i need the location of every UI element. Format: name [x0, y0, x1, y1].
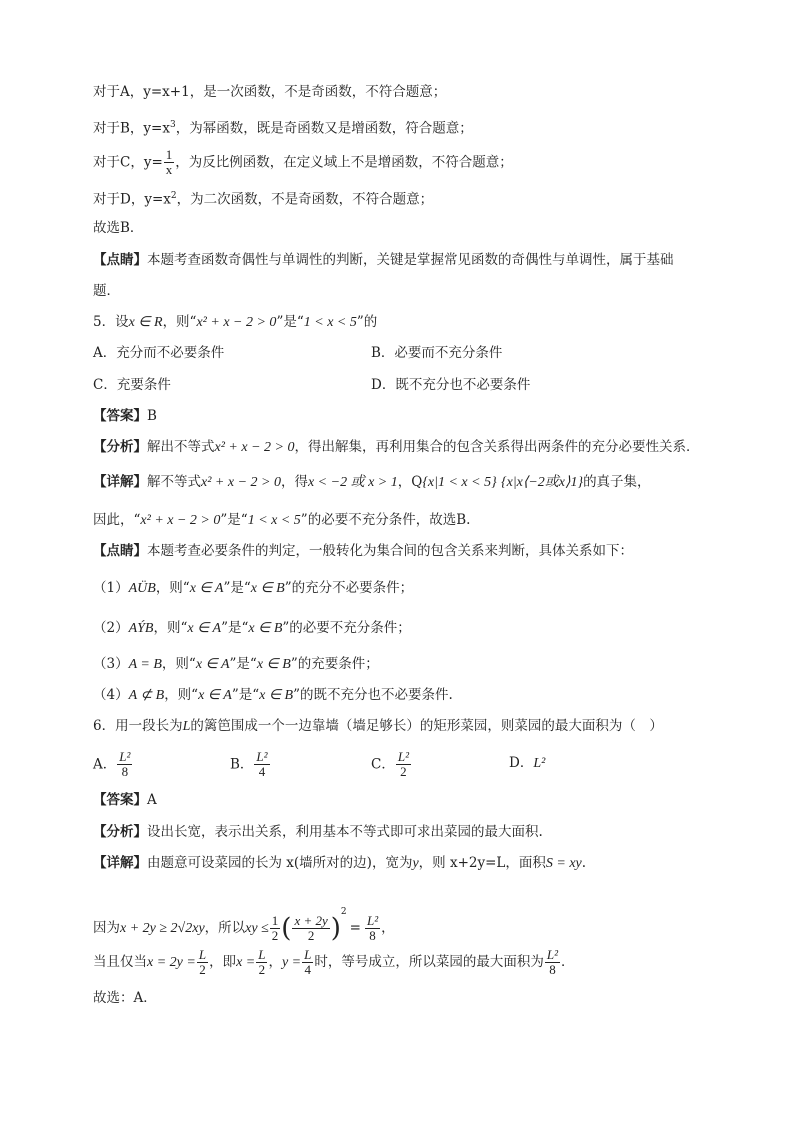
fraction: $\frac{L}{2}$: [258, 946, 266, 977]
option-label: C．: [371, 756, 395, 773]
math-expr: y =: [281, 955, 302, 970]
q5-option-b: B．必要而不充分条件: [371, 345, 503, 361]
math-range: 1 < x < 5: [303, 315, 357, 330]
fraction: $\frac{\text{L²}}{4}$: [256, 749, 268, 780]
exponent: 2: [170, 191, 177, 201]
answer-tag: 【答案】: [93, 792, 147, 808]
text: ，为反比例函数，在定义域上不是增函数，不符合题意；: [175, 154, 513, 171]
math-q: x ∈ B: [256, 657, 291, 672]
text: ”的必要不充分条件，故选B.: [300, 512, 471, 528]
exponent: 3: [169, 120, 176, 130]
option-label: A．: [93, 756, 117, 773]
q5-rule-1: [93, 578, 413, 599]
text: ”是“: [220, 512, 248, 528]
q6-option-d: [509, 753, 545, 774]
fraction-result: $\frac{\text{L²}}{8}$: [366, 912, 379, 943]
q6-because: [93, 892, 395, 949]
text: ，则“: [161, 656, 196, 672]
math-p: x ∈ A: [195, 657, 230, 672]
text: ，为二次函数，不是奇函数，不符合题意；: [176, 191, 434, 208]
q5-rule-2: [93, 618, 411, 639]
math-inequality: x² + x − 2 > 0: [201, 475, 281, 490]
text: ，所以: [204, 920, 246, 936]
q6-detail: [93, 853, 586, 874]
line-option-a-analysis: 对于A，y=x+1，是一次函数，不是奇函数，不符合题意；: [93, 84, 447, 100]
text: 的真子集，: [583, 474, 651, 490]
math-inequality: x² + x − 2 > 0: [140, 513, 221, 528]
analysis-text: 设出长宽，表示出关系，利用基本不等式即可求出菜园的最大面积.: [147, 824, 543, 840]
math-inequality: x + 2y ≥ 2√2xy: [120, 921, 205, 936]
text: ，则“: [164, 687, 199, 703]
q5-rule-4: [93, 685, 453, 706]
text: 时，等号成立，所以菜园的最大面积为: [314, 954, 544, 970]
text: 由题意可设菜园的长为 x(墙所对的边)，宽为: [147, 855, 413, 871]
text: ，则“: [162, 314, 197, 330]
answer-value: A: [147, 792, 157, 808]
text: ”的充要条件；: [290, 656, 379, 672]
text: 当且仅当: [93, 954, 147, 970]
fraction-half: $\frac{1}{2}$: [271, 912, 279, 943]
text: ，即: [209, 954, 237, 970]
text: 对于C，y=: [93, 154, 163, 171]
fraction: $\frac{1}{x}$: [165, 147, 173, 178]
math-q: x ∈ B: [259, 688, 294, 703]
math-range: 1 < x < 5: [247, 513, 301, 528]
math-inequality: x² + x − 2 > 0: [214, 440, 295, 455]
math-relation: A = B: [128, 657, 162, 672]
text: 解出不等式: [147, 439, 215, 455]
fraction: $\frac{\text{L²}}{8}$: [546, 946, 559, 977]
q6-option-a: [93, 750, 133, 780]
q6-analysis: [93, 822, 543, 842]
paren-open: (: [281, 913, 292, 944]
q5-option-d: D．既不充分也不必要条件: [371, 377, 531, 393]
q6-choose: 故选：A．: [93, 990, 157, 1006]
math-set: {x|x⟨−2或x⟩1}: [501, 475, 584, 490]
math-area: S = xy: [545, 856, 582, 871]
line-option-c-analysis: [93, 148, 513, 178]
text: .: [581, 855, 587, 871]
text: ．: [561, 954, 575, 970]
text: ”是“: [276, 314, 304, 330]
dianjing-text: 本题考查必要条件的判定，一般转化为集合间的包含关系来判断，具体关系如下：: [147, 543, 633, 559]
text: ”的充分不必要条件；: [284, 580, 414, 596]
math-relation: A ⊄ B: [128, 688, 165, 703]
math-p: x ∈ A: [189, 581, 224, 596]
answer-tag: 【答案】: [93, 408, 147, 424]
q5-therefore: [93, 510, 470, 531]
option-label: D．: [509, 755, 534, 771]
text: ”是“: [231, 687, 260, 703]
rule-num: （2）: [93, 620, 129, 636]
math-value: L²: [533, 756, 546, 771]
text: 的篱笆围成一个一边靠墙（墙足够长）的矩形菜园，则菜园的最大面积为（ ）: [190, 718, 663, 734]
q5-rule-3: [93, 654, 379, 675]
math-q: x ∈ B: [248, 621, 283, 636]
rule-num: （4）: [93, 687, 129, 703]
rule-num: （3）: [93, 656, 129, 672]
q5-number: 5．设: [93, 314, 129, 330]
text: ”的必要不充分条件；: [282, 620, 411, 636]
q5-dianjing: [93, 541, 633, 561]
choose-b-line: 故选B．: [93, 220, 144, 236]
text: 对于B，y=x: [93, 120, 170, 137]
line-option-b-analysis: [93, 115, 473, 139]
analysis-tag: 【分析】: [93, 439, 147, 455]
q5-answer: [93, 406, 157, 426]
dianjing-block-1: [93, 250, 674, 270]
fraction: $\frac{L}{2}$: [198, 946, 207, 977]
math-var: L: [182, 719, 191, 734]
text: ，则“: [155, 580, 190, 596]
exponent: 2: [340, 907, 347, 917]
q5-option-a: A．充分而不必要条件: [93, 345, 225, 361]
text: ”的既不充分也不必要条件.: [293, 687, 453, 703]
fraction-inner: $\frac{x + 2y}{2}$: [294, 912, 328, 943]
q5-detail: [93, 472, 651, 493]
text: ，则 x+2y=L，面积: [418, 855, 546, 871]
math-expr: x =: [236, 955, 256, 970]
math-q: x ∈ B: [250, 581, 285, 596]
q6-answer: [93, 790, 157, 810]
math-solution: x < −2 或 x > 1: [307, 475, 398, 490]
math-expr: xy ≤: [245, 921, 269, 936]
text: 解不等式: [147, 474, 201, 490]
text: ，得: [280, 474, 308, 490]
fraction: $\frac{\text{L²}}{8}$: [119, 749, 131, 780]
paren-close: ): [330, 913, 341, 944]
equals: =: [349, 920, 361, 936]
text: ”是“: [229, 656, 257, 672]
detail-tag: 【详解】: [93, 474, 147, 490]
text: ”的: [356, 314, 378, 330]
text: ，则“: [153, 620, 188, 636]
math-condition: x ∈ R: [128, 315, 163, 330]
q6-when: [93, 944, 575, 981]
text: ，为幂函数，既是奇函数又是增函数，符合题意；: [175, 120, 473, 137]
math-var: y: [412, 856, 419, 871]
math-expr: x = 2y =: [147, 955, 196, 970]
rule-num: （1）: [93, 580, 129, 596]
dianjing-block-1-cont: 题．: [93, 283, 120, 299]
answer-value: B: [147, 408, 157, 424]
text: 因为: [93, 920, 120, 936]
dianjing-text: 本题考查函数奇偶性与单调性的判断，关键是掌握常见函数的奇偶性与单调性，属于基础: [147, 252, 674, 268]
q5-option-c: C．充要条件: [93, 377, 171, 393]
text: ，: [381, 920, 395, 936]
dianjing-tag: 【点睛】: [93, 543, 147, 559]
option-label: B．: [230, 756, 254, 773]
detail-tag: 【详解】: [93, 855, 147, 871]
q5-stem: [93, 312, 377, 333]
dianjing-tag: 【点睛】: [93, 252, 147, 268]
fraction: $\frac{L}{4}$: [304, 946, 312, 977]
text: ，: [268, 954, 282, 970]
math-p: x ∈ A: [198, 688, 232, 703]
fraction: $\frac{\text{L²}}{2}$: [397, 749, 409, 780]
math-relation: AÝB: [128, 621, 154, 636]
text: 对于D，y=x: [93, 191, 171, 208]
math-inequality: x² + x − 2 > 0: [196, 315, 277, 330]
text: 6．用一段长为: [93, 718, 183, 734]
math-set: {x|1 < x < 5}: [422, 475, 497, 490]
q6-option-b: [230, 750, 271, 780]
math-relation: AÜB: [128, 581, 156, 596]
text: ”是“: [221, 620, 249, 636]
q5-analysis: [93, 437, 699, 458]
text: ，得出解集，再利用集合的包含关系得出两条件的充分必要性关系．: [294, 439, 700, 455]
q6-option-c: [371, 750, 412, 780]
line-option-d-analysis: [93, 186, 433, 210]
text: 因此，“: [93, 512, 141, 528]
q6-stem: [93, 716, 663, 737]
text: ，Q: [397, 474, 423, 490]
analysis-tag: 【分析】: [93, 824, 147, 840]
text: ”是“: [223, 580, 251, 596]
math-p: x ∈ A: [187, 621, 222, 636]
